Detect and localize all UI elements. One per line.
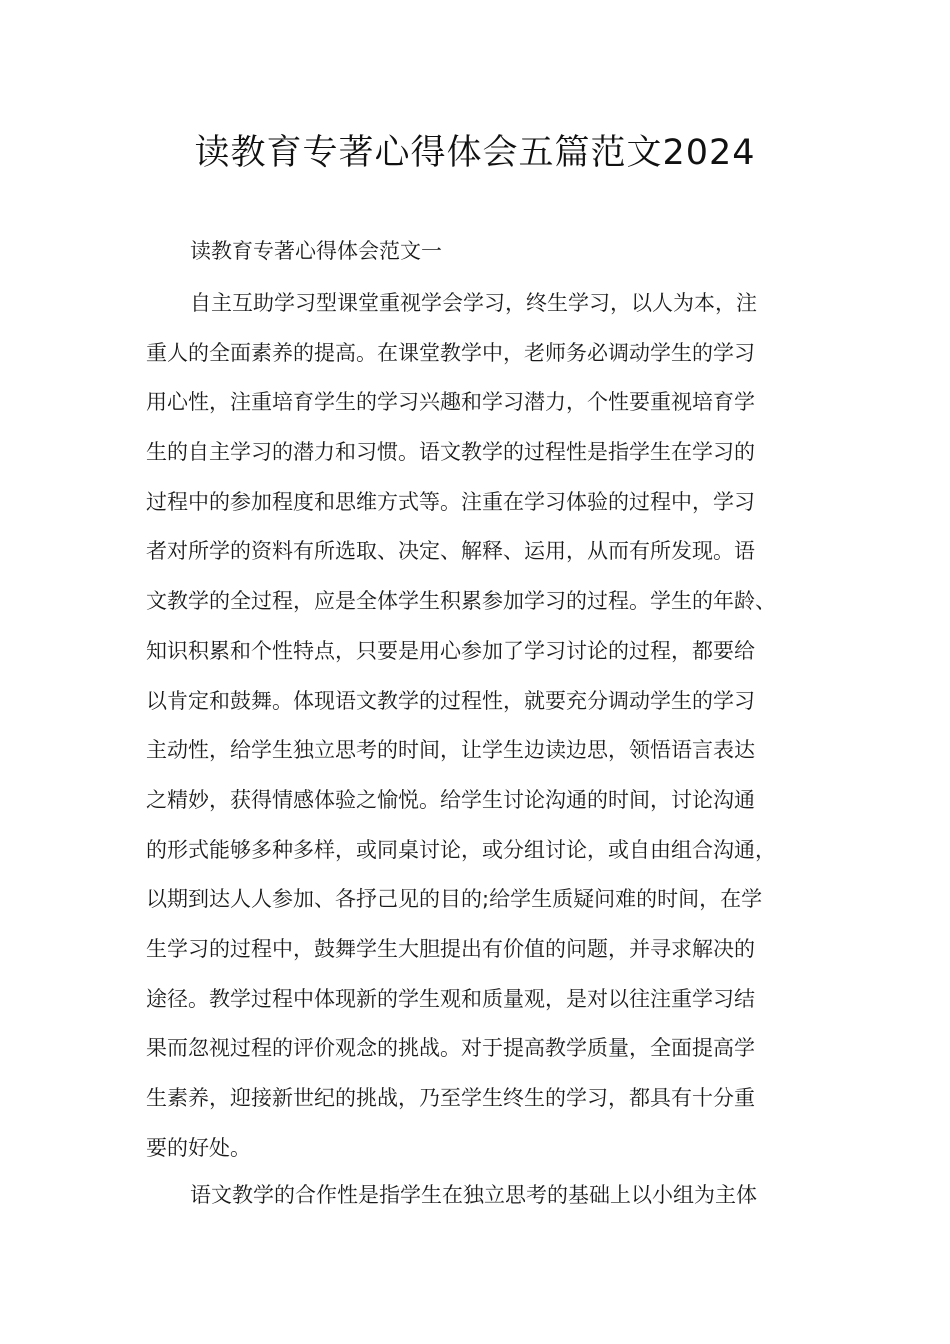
paragraph-line: 知识积累和个性特点，只要是用心参加了学习讨论的过程，都要给 (146, 638, 755, 663)
paragraph-line: 以期到达人人参加、各抒己见的目的;给学生质疑问难的时间，在学 (146, 887, 763, 912)
paragraph-line: 者对所学的资料有所选取、决定、解释、运用，从而有所发现。语 (146, 539, 755, 564)
paragraph-line: 自主互助学习型课堂重视学会学习，终生学习，以人为本，注 (190, 291, 757, 315)
paragraph-line: 果而忽视过程的评价观念的挑战。对于提高教学质量，全面提高学 (146, 1036, 755, 1061)
body-paragraph-1 (146, 279, 826, 1173)
paragraph-line: 文教学的全过程，应是全体学生积累参加学习的过程。学生的年龄、 (146, 589, 776, 614)
paragraph-line: 生的自主学习的潜力和习惯。语文教学的过程性是指学生在学习的 (146, 440, 755, 465)
paragraph-line: 生学习的过程中，鼓舞学生大胆提出有价值的问题，并寻求解决的 (146, 936, 755, 961)
paragraph-line: 要的好处。 (146, 1135, 251, 1160)
paragraph-line: 途径。教学过程中体现新的学生观和质量观，是对以往注重学习结 (146, 986, 755, 1011)
paragraph-line: 重人的全面素养的提高。在课堂教学中，老师务必调动学生的学习 (146, 340, 755, 365)
paragraph-line: 主动性，给学生独立思考的时间，让学生边读边思，领悟语言表达 (146, 738, 755, 763)
body-paragraph-2 (146, 1171, 826, 1221)
section-heading: 读教育专著心得体会范文一 (190, 239, 442, 263)
paragraph-line: 过程中的参加程度和思维方式等。注重在学习体验的过程中，学习 (146, 489, 755, 514)
paragraph-line: 生素养，迎接新世纪的挑战，乃至学生终生的学习，都具有十分重 (146, 1086, 755, 1110)
document-title: 读教育专著心得体会五篇范文2024 (194, 133, 756, 173)
paragraph-line: 语文教学的合作性是指学生在独立思考的基础上以小组为主体 (190, 1183, 757, 1207)
paragraph-line: 用心性，注重培育学生的学习兴趣和学习潜力，个性要重视培育学 (146, 390, 755, 415)
paragraph-line: 之精妙，获得情感体验之愉悦。给学生讨论沟通的时间，讨论沟通 (146, 787, 755, 812)
paragraph-line: 的形式能够多种多样，或同桌讨论，或分组讨论，或自由组合沟通， (146, 837, 776, 862)
paragraph-line: 以肯定和鼓舞。体现语文教学的过程性，就要充分调动学生的学习 (146, 688, 755, 713)
